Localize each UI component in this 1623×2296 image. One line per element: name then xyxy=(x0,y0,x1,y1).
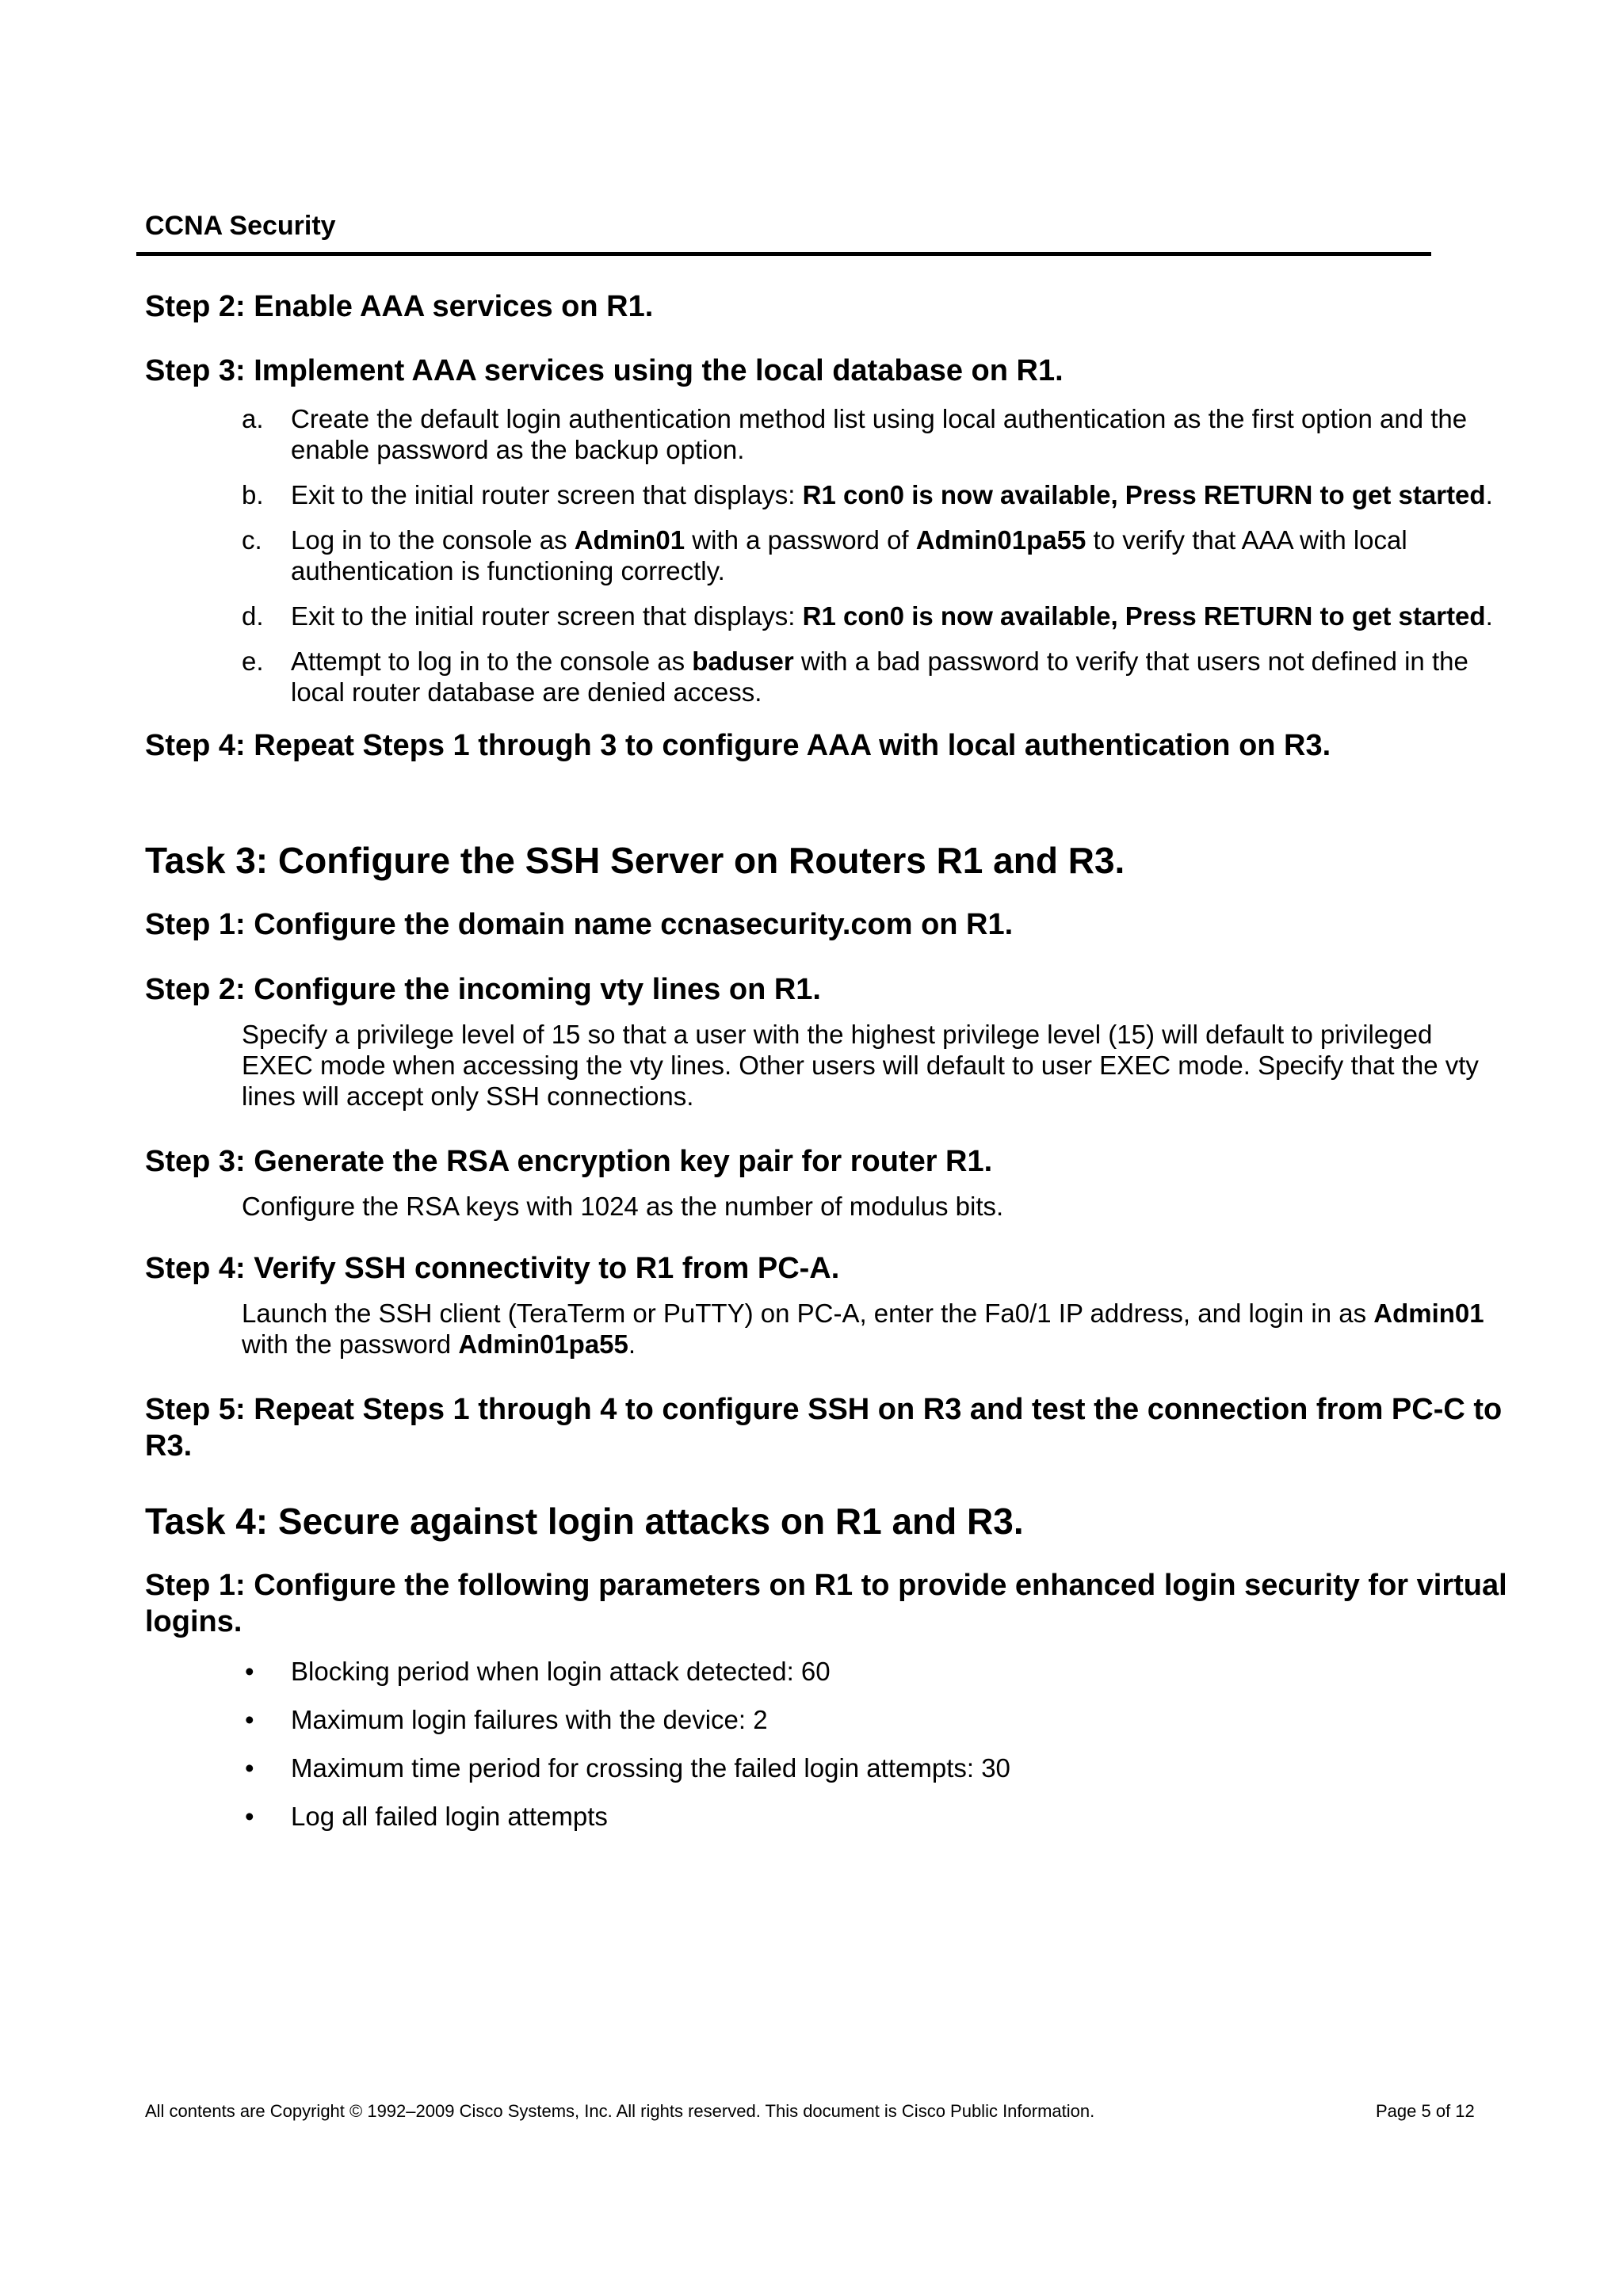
bullet-icon: • xyxy=(245,1753,254,1783)
footer-copyright: All contents are Copyright © 1992–2009 Cisco Systems, Inc. All rights reserved. This document is Cisco Public Information. xyxy=(145,2101,1095,2121)
list-item xyxy=(145,1704,1508,1736)
list-item xyxy=(145,1656,1508,1688)
list-item-text: . xyxy=(1485,601,1493,631)
task-3-step-1-heading: Step 1: Configure the domain name ccnasecurity.com on R1. xyxy=(145,908,1014,941)
list-marker: b. xyxy=(242,480,264,509)
bullet-icon: • xyxy=(245,1657,254,1686)
list-marker: c. xyxy=(242,525,262,555)
para-bold: Admin01pa55 xyxy=(458,1329,628,1359)
para-bold: Admin01 xyxy=(1373,1299,1484,1328)
task-3-step-5-heading: Step 5: Repeat Steps 1 through 4 to configure SSH on R3 and test the connection from PC-C to R3. xyxy=(145,1393,1503,1463)
footer-page-number: Page 5 of 12 xyxy=(1376,2101,1475,2121)
para-text: Launch the SSH client (TeraTerm or PuTTY) on PC-A, enter the Fa0/1 IP address, and login in as xyxy=(242,1299,1374,1328)
task-3-step-2-text: Specify a privilege level of 15 so that a user with the highest privilege level (15) will default to privileged EXEC mode when accessing the vty lines. Other users will default to user EXEC mode. Specify that the vty lines will accept only SSH connections. xyxy=(242,1020,1479,1111)
list-item-text: Maximum login failures with the device: 2 xyxy=(291,1705,768,1734)
list-item-bold: Admin01 xyxy=(574,525,685,555)
list-item-text: Blocking period when login attack detected: 60 xyxy=(291,1657,831,1686)
page-content xyxy=(145,288,1508,1849)
list-item-text: Create the default login authentication method list using local authentication as the first option and the enable password as the backup option. xyxy=(291,404,1468,464)
bullet-icon: • xyxy=(245,1705,254,1734)
para-text: . xyxy=(628,1329,636,1359)
list-item xyxy=(145,646,1508,707)
list-item xyxy=(145,1801,1508,1833)
list-item xyxy=(145,1753,1508,1784)
task-3-step-4-text xyxy=(145,1298,1508,1360)
step-3-heading: Step 3: Implement AAA services using the local database on R1. xyxy=(145,354,1064,387)
list-item-bold: R1 con0 is now available, Press RETURN to get started xyxy=(802,601,1486,631)
task-3-step-3-heading: Step 3: Generate the RSA encryption key pair for router R1. xyxy=(145,1145,993,1178)
para-text: with the password xyxy=(242,1329,459,1359)
list-marker: a. xyxy=(242,404,264,433)
list-item xyxy=(145,601,1508,631)
task-3-step-4-heading: Step 4: Verify SSH connectivity to R1 from PC-A. xyxy=(145,1252,840,1285)
list-item-text: Exit to the initial router screen that displays: xyxy=(291,601,803,631)
list-item-text: with a password of xyxy=(685,525,916,555)
list-item xyxy=(145,524,1508,586)
task-3-step-3-text: Configure the RSA keys with 1024 as the number of modulus bits. xyxy=(242,1192,1004,1221)
step-4-heading: Step 4: Repeat Steps 1 through 3 to configure AAA with local authentication on R3. xyxy=(145,729,1331,762)
task-3-step-2-heading: Step 2: Configure the incoming vty lines on R1. xyxy=(145,973,821,1006)
list-item-bold: R1 con0 is now available, Press RETURN to get started xyxy=(802,480,1486,509)
list-item-text: Log in to the console as xyxy=(291,525,575,555)
list-item-text: Attempt to log in to the console as xyxy=(291,646,693,676)
list-item-bold: baduser xyxy=(692,646,794,676)
list-item-bold: Admin01pa55 xyxy=(915,525,1086,555)
list-marker: d. xyxy=(242,601,264,631)
task-3-heading: Task 3: Configure the SSH Server on Routers R1 and R3. xyxy=(145,840,1125,881)
list-item-text: . xyxy=(1485,480,1493,509)
list-item-text: Log all failed login attempts xyxy=(291,1802,608,1831)
header-title: CCNA Security xyxy=(145,211,336,241)
header-rule xyxy=(136,252,1431,256)
list-item xyxy=(145,403,1508,465)
list-item xyxy=(145,479,1508,510)
task-4-bullet-list xyxy=(145,1656,1508,1833)
step-2-heading: Step 2: Enable AAA services on R1. xyxy=(145,290,654,323)
task-4-heading: Task 4: Secure against login attacks on R1 and R3. xyxy=(145,1501,1024,1542)
step-3-list xyxy=(145,403,1508,707)
bullet-icon: • xyxy=(245,1802,254,1831)
list-marker: e. xyxy=(242,646,264,676)
task-4-step-1-heading: Step 1: Configure the following parameters on R1 to provide enhanced login security for virtual logins. xyxy=(145,1569,1507,1638)
list-item-text: Exit to the initial router screen that displays: xyxy=(291,480,803,509)
list-item-text: Maximum time period for crossing the failed login attempts: 30 xyxy=(291,1753,1010,1783)
list-item-text: with a bad password to verify that users not defined in the local router database are denied access. xyxy=(291,646,1468,707)
list-item-text: to verify that AAA with local authentication is functioning correctly. xyxy=(291,525,1407,585)
